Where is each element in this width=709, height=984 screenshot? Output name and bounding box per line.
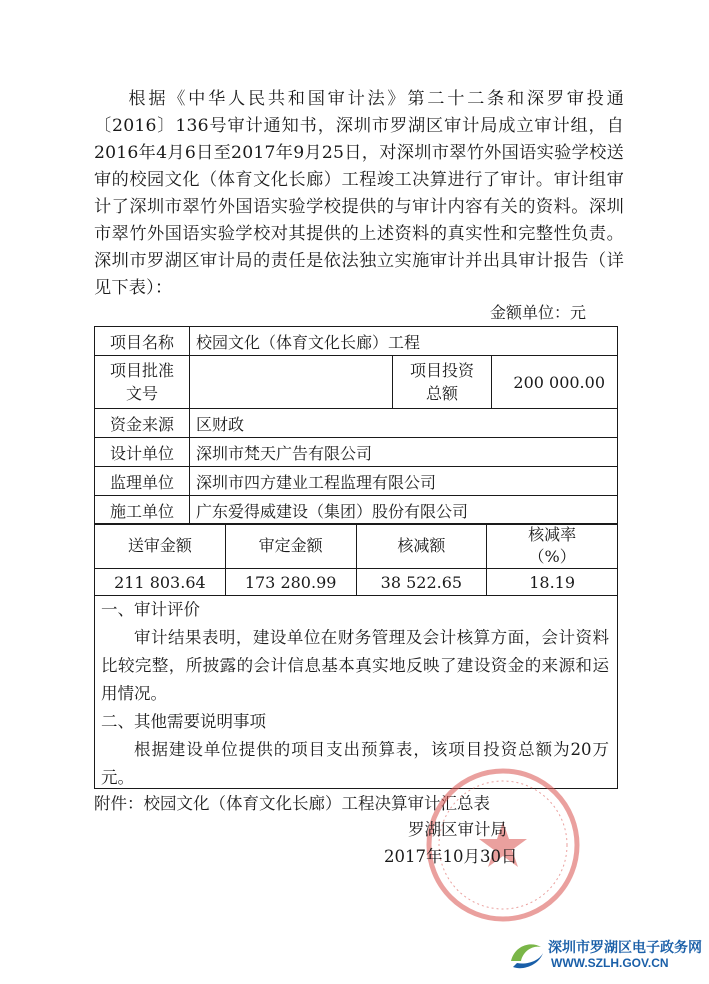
investment-label-line2: 总额 [425,384,458,403]
approval-label-line2: 文号 [125,384,158,403]
submitted-amount-value: 211 803.64 [95,569,226,596]
investment-total-label [393,356,492,409]
table-row [95,496,618,525]
fund-source-value: 区财政 [190,409,618,438]
table-row [95,467,618,496]
intro-text: 根据《中华人民共和国审计法》第二十二条和深罗审投通〔2016〕136号审计通知书，深圳市罗湖区审计局成立审计组，自2016年4月6日至2017年9月25日，对深圳市翠竹外国语实验学校送审的校园文化（体育文化长廊）工程竣工决算进行了审计。审计组审计了深圳市翠竹外国语实验学校提供的与审计内容有关的资料。深圳市翠竹外国语实验学校对其提供的上述资料的真实性和完整性负责。深圳市罗湖区审计局的责任是依法独立实施审计并出具审计报告（详见下表）： [94,89,624,298]
audit-result-table [94,523,618,596]
reduction-rate-header [487,524,618,569]
table-row [95,327,618,356]
construction-unit-value: 广东爱得威建设（集团）股份有限公司 [190,496,618,525]
approved-amount-header: 审定金额 [225,524,356,569]
portal-url: WWW.SZLH.GOV.CN [551,956,669,970]
portal-title: 深圳市罗湖区电子政务网 [548,939,702,955]
submitted-amount-header: 送审金额 [95,524,226,569]
table-row [95,438,618,467]
table-header-row [95,524,618,569]
evaluation-heading: 一、审计评价 [101,600,200,619]
approval-number-label [95,356,190,409]
approved-amount-value: 173 280.99 [225,569,356,596]
reduction-rate-unit: （%） [528,547,576,566]
logo-leaf-icon [511,944,541,961]
reduction-rate-label: 核减率 [528,525,577,544]
design-unit-value: 深圳市梵天广告有限公司 [190,438,618,467]
reduction-amount-header: 核减额 [356,524,487,569]
evaluation-text: 审计结果表明，建设单位在财务管理及会计核算方面，会计资料比较完整，所披露的会计信息基本真实地反映了建设资金的来源和运用情况。 [101,628,609,703]
reduction-rate-value: 18.19 [487,569,618,596]
supervision-unit-label: 监理单位 [95,467,190,496]
investment-total-value: 200 000.00 [492,356,618,409]
project-info-table [94,326,618,525]
design-unit-label: 设计单位 [95,438,190,467]
investment-label-line1: 项目投资 [409,361,474,380]
table-row [95,409,618,438]
reduction-amount-value: 38 522.65 [356,569,487,596]
fund-source-label: 资金来源 [95,409,190,438]
project-name-value: 校园文化（体育文化长廊）工程 [190,327,618,356]
table-row [95,569,618,596]
project-name-label: 项目名称 [95,327,190,356]
construction-unit-label: 施工单位 [95,496,190,525]
other-matters-text: 根据建设单位提供的项目支出预算表，该项目投资总额为20万元。 [101,740,609,787]
other-matters-heading: 二、其他需要说明事项 [101,712,266,731]
approval-number-value [190,356,393,409]
approval-label-line1: 项目批准 [109,361,174,380]
amount-unit-label: 金额单位：元 [490,303,587,322]
supervision-unit-value: 深圳市四方建业工程监理有限公司 [190,467,618,496]
signing-organization: 罗湖区审计局 [408,820,507,839]
table-row [95,356,618,409]
attachment-line: 附件：校园文化（体育文化长廊）工程决算审计汇总表 [94,794,490,813]
intro-paragraph [94,86,624,302]
signing-date: 2017年10月30日 [384,847,518,866]
